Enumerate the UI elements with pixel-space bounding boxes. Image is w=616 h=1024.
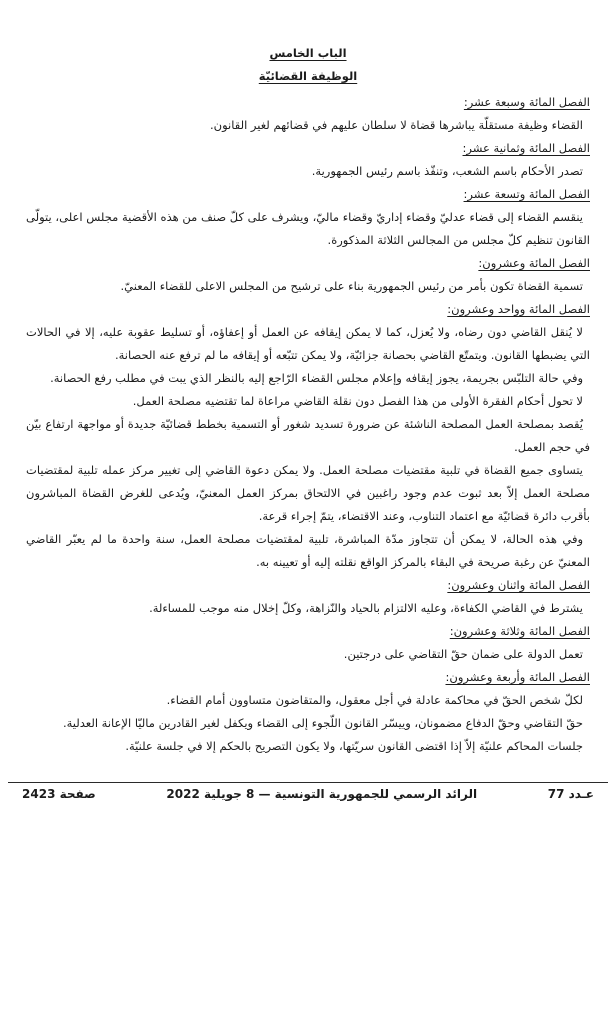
article-121-paragraph-1: لا يُنقل القاضي دون رضاه، ولا يُعزل، كما لا يمكن إيقافه عن العمل أو إعفاؤه، أو تسليط عقوبة عليه، إلا في الحالات التي يضبطها القانون. ويتمتّع القاضي بحصانة جزائيّة، ولا يمكن تتبّعه أو إيقافه ما لم ترفع عنه الحصانة. (26, 325, 590, 362)
footer-journal-title: الرائد الرسمي للجمهورية التونسية — 8 جويلية 2022 (166, 787, 478, 801)
article-123-heading: الفصل المائة وثلاثة وعشرون: (449, 624, 590, 638)
article-124-paragraph-3: جلسات المحاكم علنيّة إلاّ إذا اقتضى القانون سريّتها، ولا يكون التصريح بالحكم إلا في جلسة علنيّة. (125, 739, 583, 753)
chapter-subtitle-text: الوظيفة القضائيّة (258, 69, 358, 83)
page-footer (8, 787, 608, 801)
article-119-text: ينقسم القضاء إلى قضاء عدليّ وقضاء إداريّ وقضاء ماليّ، ويشرف على كلّ صنف من هذه الأقضية مجلس اعلى، يتولّى القانون تنظيم كلّ مجلس من المجالس الثلاثة المذكورة. (26, 210, 590, 247)
footer-issue-number: عـدد 77 (547, 787, 594, 801)
footer-page-number: صفحة 2423 (22, 787, 96, 801)
article-121-heading: الفصل المائة وواحد وعشرون: (447, 302, 590, 316)
document-body (26, 42, 590, 758)
article-122-text: يشترط في القاضي الكفاءة، وعليه الالتزام بالحياد والنّزاهة، وكلّ إخلال منه موجب للمساءلة. (149, 601, 583, 615)
article-124-paragraph-1: لكلّ شخص الحقّ في محاكمة عادلة في أجل معقول، والمتقاضون متساوون أمام القضاء. (166, 693, 583, 707)
article-121-paragraph-6: وفي هذه الحالة، لا يمكن أن تتجاوز مدّة المباشرة، تلبية لمقتضيات مصلحة العمل، سنة واحدة ما لم يعبّر القاضي المعنيّ عن رغبة صريحة في البقاء بالمركز الواقع نقلته إليه أو تعيينه به. (26, 532, 590, 569)
chapter-title-text: الباب الخامس (269, 46, 347, 60)
article-121-paragraph-5: يتساوى جميع القضاة في تلبية مقتضيات مصلحة العمل. ولا يمكن دعوة القاضي إلى تغيير مركز عمله تلبية لمقتضيات مصلحة العمل إلاّ بعد ثبوت عدم وجود راغبين في الالتحاق بمركز العمل المعنيّ، ويُدعى للغرض القضاة المباشرون بأقرب دائرة قضائيّة مع اعتماد التناوب، وعند الاقتضاء، يتمّ إجراء قرعة. (26, 463, 590, 523)
article-119-heading: الفصل المائة وتسعة عشر: (463, 187, 590, 201)
article-122-heading: الفصل المائة واثنان وعشرون: (447, 578, 590, 592)
article-123-text: تعمل الدولة على ضمان حقّ التقاضي على درجتين. (343, 647, 583, 661)
article-117-heading: الفصل المائة وسبعة عشر: (463, 95, 590, 109)
chapter-title (26, 42, 590, 65)
article-121-paragraph-3: لا تحول أحكام الفقرة الأولى من هذا الفصل دون نقلة القاضي مراعاة لما تقتضيه مصلحة العمل. (132, 394, 583, 408)
article-120-text: تسمية القضاة تكون بأمر من رئيس الجمهورية بناء على ترشيح من المجلس الاعلى للقضاء المعنيّ. (120, 279, 583, 293)
article-121-paragraph-4: يُقصد بمصلحة العمل المصلحة الناشئة عن ضرورة تسديد شغور أو التسمية بخطط قضائيّة جديدة أو مواجهة ارتفاع بيّن في حجم العمل. (26, 417, 590, 454)
article-118-text: تصدر الأحكام باسم الشعب، وتنفّذ باسم رئيس الجمهورية. (311, 164, 583, 178)
article-124-heading: الفصل المائة وأربعة وعشرون: (445, 670, 590, 684)
chapter-subtitle (26, 65, 590, 88)
article-120-heading: الفصل المائة وعشرون: (478, 256, 590, 270)
article-124-paragraph-2: حقّ التقاضي وحقّ الدفاع مضمونان، وييسّر القانون اللّجوء إلى القضاء ويكفل لغير القادرين ماليّا الإعانة العدلية. (62, 716, 583, 730)
article-118-heading: الفصل المائة وثمانية عشر: (462, 141, 590, 155)
footer-divider (8, 782, 608, 783)
article-121-paragraph-2: وفي حالة التلبّس بجريمة، يجوز إيقافه وإعلام مجلس القضاء الرّاجع إليه بالنظر الذي يبت في مطلب رفع الحصانة. (50, 371, 583, 385)
article-117-text: القضاء وظيفة مستقلّة يباشرها قضاة لا سلطان عليهم في قضائهم لغير القانون. (210, 118, 583, 132)
